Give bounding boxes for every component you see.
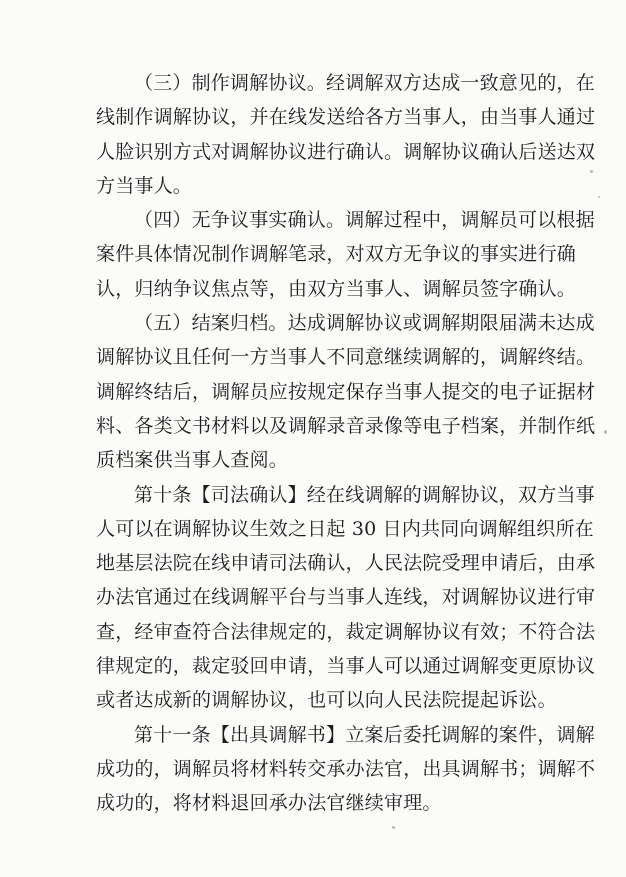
paragraph-line: 律规定的，裁定驳回申请，当事人可以通过调解变更原协议 (96, 655, 596, 678)
paragraph-line: 办法官通过在线调解平台与当事人连线，对调解协议进行审 (96, 586, 596, 609)
scan-speck (590, 170, 593, 173)
paragraph-line: 人脸识别方式对调解协议进行确认。调解协议确认后送达双 (96, 140, 596, 163)
paragraph-line: （五）结案归档。达成调解协议或调解期限届满未达成 (134, 312, 595, 335)
paragraph-line: 地基层法院在线申请司法确认，人民法院受理申请后，由承 (96, 552, 596, 575)
paragraph-line: 第十条【司法确认】经在线调解的调解协议，双方当事 (134, 483, 595, 506)
paragraph-line: （三）制作调解协议。经调解双方达成一致意见的，在 (134, 72, 595, 94)
paragraph-line: 成功的，将材料退回承办法官继续审理。 (96, 792, 442, 815)
paragraph-line: 调解协议且任何一方当事人不同意继续调解的，调解终结。 (96, 346, 596, 369)
paragraph-line: 成功的，调解员将材料转交承办法官，出具调解书；调解不 (96, 757, 596, 780)
document-body (96, 66, 596, 821)
paragraph-line: 料、各类文书材料以及调解录音录像等电子档案，并制作纸 (96, 414, 596, 437)
paragraph-line: 人可以在调解协议生效之日起 30 日内共同向调解组织所在 (96, 517, 594, 540)
paragraph-line: （四）无争议事实确认。调解过程中，调解员可以根据 (134, 209, 595, 232)
paragraph-item-4 (96, 203, 595, 306)
paragraph-line: 第十一条【出具调解书】立案后委托调解的案件，调解 (134, 723, 595, 746)
scan-speck (604, 430, 607, 434)
scan-speck (392, 826, 395, 829)
paragraph-line: 认，归纳争议焦点等，由双方当事人、调解员签字确认。 (96, 277, 577, 300)
paragraph-line: 案件具体情况制作调解笔录，对双方无争议的事实进行确 (96, 243, 577, 266)
paragraph-article-11 (96, 718, 596, 821)
paragraph-item-3 (96, 66, 596, 203)
paragraph-line: 或者达成新的调解协议，也可以向人民法院提起诉讼。 (96, 689, 557, 712)
scan-speck (598, 196, 600, 198)
paragraph-line: 方当事人。 (96, 174, 193, 197)
paragraph-line: 质档案供当事人查阅。 (96, 449, 289, 472)
paragraph-article-10 (96, 478, 596, 718)
paragraph-line: 查，经审查符合法律规定的，裁定调解协议有效；不符合法 (96, 620, 596, 643)
paragraph-line: 线制作调解协议，并在线发送给各方当事人，由当事人通过 (96, 106, 596, 129)
paragraph-item-5 (96, 306, 596, 477)
paragraph-line: 调解终结后，调解员应按规定保存当事人提交的电子证据材 (96, 380, 596, 403)
